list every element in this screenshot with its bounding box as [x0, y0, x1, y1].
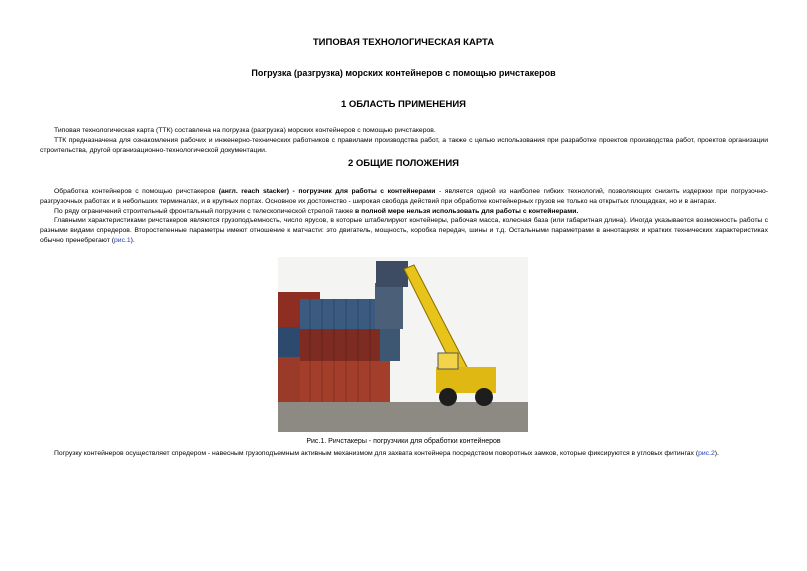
cab — [438, 353, 458, 369]
section-heading-2: 2 ОБЩИЕ ПОЛОЖЕНИЯ — [348, 158, 459, 169]
section2-paragraph-2 — [40, 207, 768, 217]
section1-body — [40, 126, 768, 155]
figure2-link[interactable]: рис.2 — [698, 450, 715, 457]
container-stack — [278, 283, 403, 402]
section2-paragraph-3 — [40, 216, 768, 245]
last-text-a: Погрузку контейнеров осуществляет спредером - навесным грузоподъемным активным механизмом для захвата контейнера посредством поворотных замков, которые фиксируются в угловых фитингах ( — [54, 450, 699, 457]
figure-caption: Рис.1. Ричстакеры - погрузчики для обработки контейнеров — [306, 438, 501, 445]
para1-text-a: Обработка контейнеров с помощью ричстакеров — [54, 188, 219, 195]
para3-text-c: ). — [130, 236, 135, 244]
document-subtitle: Погрузка (разгрузка) морских контейнеров с помощью ричстакеров — [251, 68, 556, 78]
closing-paragraph — [40, 450, 768, 457]
para1-text-c: - является одной из наиболее гибких технологий, позволяющих снизить издержки при погрузочно-разгрузочных работах и в небольших терминалах, и в крупных портах. Основное их достоинство - широкая свобода действий при обработке контейнерных грузов не только на открытых площадках, но и в ангарах. — [40, 188, 769, 205]
para2-bold-text: в полной мере нельзя использовать для работы с контейнерами. — [355, 207, 579, 215]
lifted-container — [376, 261, 408, 287]
section1-paragraph-2: ТТК предназначена для ознакомления рабочих и инженерно-технических работников с правилами производства работ, а также с целью использования при разработке проектов производства работ, проектов организации строительства, другой организационно-технологической документации. — [40, 136, 768, 154]
para1-bold-term: (англ. reach stacker) - погрузчик для работы с контейнерами — [218, 188, 436, 195]
section1-paragraph-1: Типовая технологическая карта (ТТК) составлена на погрузка (разгрузка) морских контейнеров с помощью ричстакеров. — [54, 127, 436, 134]
last-text-c: ). — [714, 450, 719, 457]
section-heading-1: 1 ОБЛАСТЬ ПРИМЕНЕНИЯ — [340, 99, 467, 110]
section2-body — [40, 187, 768, 246]
para3-text-a: Главными характеристиками ричстакеров являются грузоподъемность, число ярусов, в которые штабелируют контейнеры, рабочая масса, колесная база (или габаритная длина). Иногда указывается возможность работы с разными видами спредеров. Второстепенные параметры имеют отношение к матчасти: это двигатель, мощность, коробка передач, шины и т.д. Остальными параметрами в аннотациях и кратких технических характеристиках обычно пренебрегают ( — [40, 217, 768, 244]
reach-stacker-photo — [278, 257, 528, 432]
document-title: ТИПОВАЯ ТЕХНОЛОГИЧЕСКАЯ КАРТА — [312, 37, 495, 48]
figure1-link[interactable]: рис.1 — [114, 236, 131, 244]
section2-paragraph-1 — [40, 187, 768, 207]
para2-text-a: По ряду ограничений строительный фронтальный погрузчик с телескопической стрелой также — [54, 207, 356, 215]
